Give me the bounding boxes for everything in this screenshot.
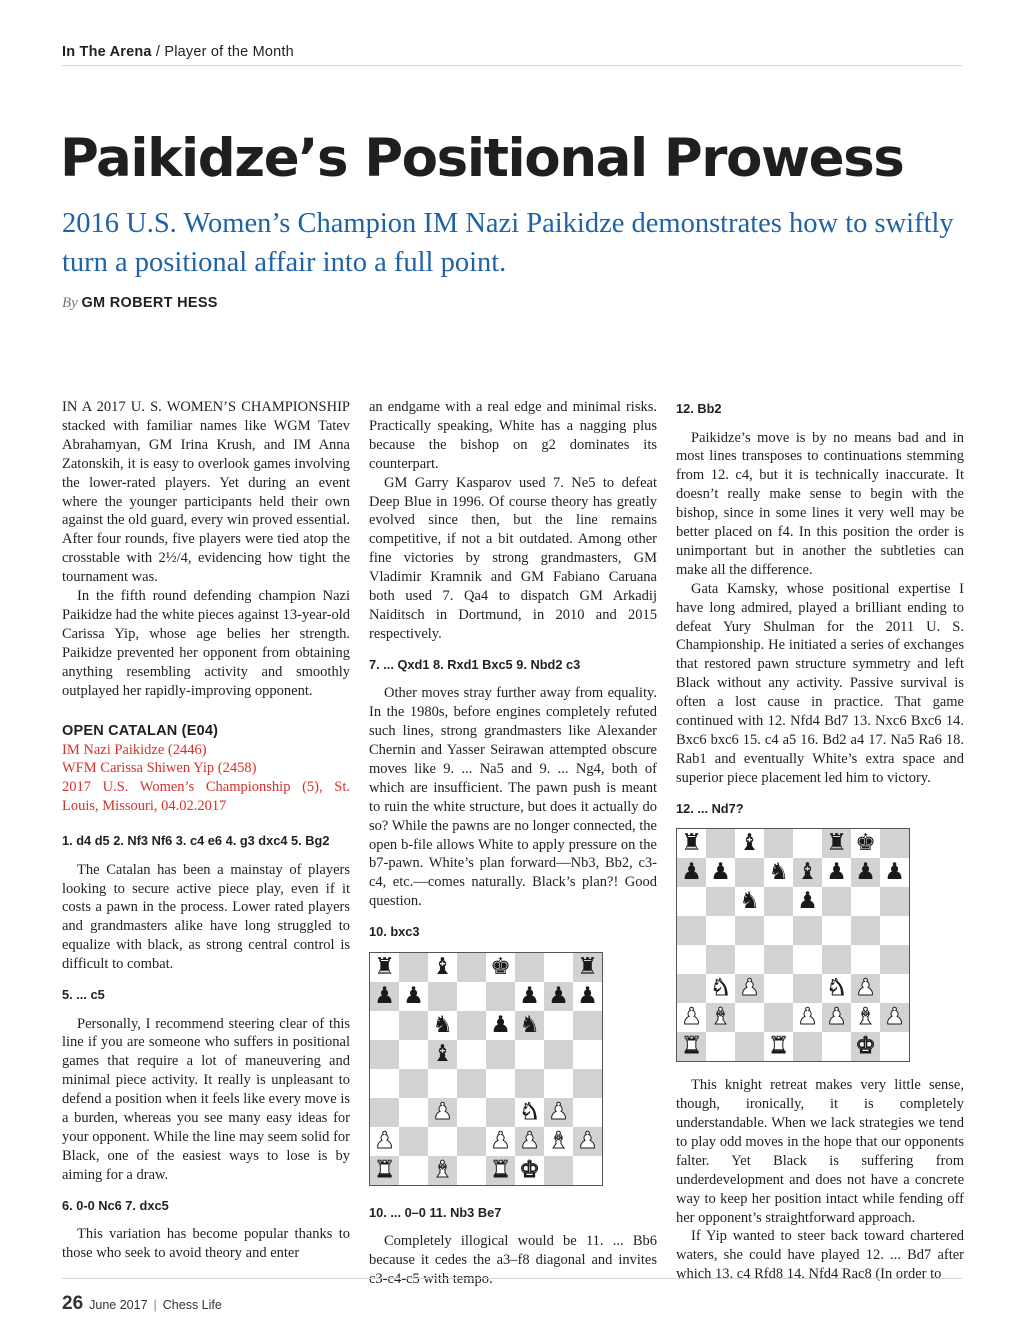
- board-square: [428, 1069, 457, 1098]
- chess-diagram-after-10-bxc3: [369, 952, 603, 1186]
- white-pawn-icon: ♟: [548, 1098, 569, 1125]
- board-square: [706, 1032, 735, 1061]
- board-square: [544, 1098, 573, 1127]
- board-square: [735, 974, 764, 1003]
- board-square: [399, 982, 428, 1011]
- board-square: [764, 887, 793, 916]
- white-bishop-icon: ♝: [432, 1156, 453, 1183]
- board-square: [851, 945, 880, 974]
- move-line: 1. d4 d5 2. Nf3 Nf6 3. c4 e6 4. g3 dxc4 5. Bg2: [62, 833, 330, 849]
- column-1: [62, 398, 350, 1263]
- board-square: [822, 829, 851, 858]
- white-pawn-icon: ♟: [374, 1127, 395, 1154]
- paragraph: If Yip wanted to steer back toward chartered waters, she could have played 12. ... Bd7 after which 13. c4 Rfd8 14. Nfd4 Rac8 (In order to: [676, 1228, 964, 1283]
- board-square: [370, 1127, 399, 1156]
- byline-author: GM ROBERT HESS: [81, 295, 218, 311]
- board-square: [706, 829, 735, 858]
- board-square: [486, 1098, 515, 1127]
- black-pawn-icon: ♟: [490, 1011, 511, 1038]
- board-square: [677, 887, 706, 916]
- white-pawn-icon: ♟: [490, 1127, 511, 1154]
- board-square: [486, 953, 515, 982]
- board-square: [457, 1127, 486, 1156]
- opening-heading: OPEN CATALAN (E04): [62, 722, 219, 739]
- board-square: [399, 1011, 428, 1040]
- black-knight-icon: ♞: [519, 1011, 540, 1038]
- board-square: [486, 1011, 515, 1040]
- board-square: [486, 1127, 515, 1156]
- board-square: [515, 1069, 544, 1098]
- move-line: 6. 0-0 Nc6 7. dxc5: [62, 1197, 169, 1213]
- board-square: [573, 982, 602, 1011]
- paragraph: Gata Kamsky, whose positional expertise I have long admired, played a brilliant ending to defeat Yury Shulman for the 2011 U. S. Championship. He initiated a series of exchanges that restored pawn structure symmetry and left Black without any activity. Passive survival is often a lost cause in practice. That game continued with 12. Nfd4 Bd7 13. Nxc6 Bxc6 14. Bxc6 bxc6 15. c4 a5 16. Bd2 a4 17. Na5 Ra6 18. Rab1 and eventually White’s extra space and superior piece placement led him to victory.: [676, 580, 964, 786]
- paragraph: GM Garry Kasparov used 7. Ne5 to defeat Deep Blue in 1996. Of course theory has greatly evolved since then, but the line remains competitive, if not a bit outdated. Among other fine victories by strong grandmasters, GM Vladimir Kramnik and GM Fabiano Caruana both used 7. Qa4 to dispatch GM Arkadij Naiditsch in Dortmund, in 2010 and 2015 respectively.: [369, 474, 657, 642]
- black-pawn-icon: ♟: [710, 859, 731, 886]
- board-square: [399, 1127, 428, 1156]
- board-square: [370, 1040, 399, 1069]
- board-square: [793, 916, 822, 945]
- black-knight-icon: ♞: [739, 888, 760, 915]
- board-square: [764, 1003, 793, 1032]
- board-square: [399, 1040, 428, 1069]
- byline-by: By: [62, 295, 78, 311]
- board-square: [735, 829, 764, 858]
- magazine-name: Chess Life: [162, 1298, 222, 1312]
- board-square: [764, 829, 793, 858]
- board-square: [515, 1098, 544, 1127]
- board-square: [677, 1003, 706, 1032]
- board-square: [399, 1098, 428, 1127]
- board-square: [486, 982, 515, 1011]
- board-square: [544, 953, 573, 982]
- board-square: [793, 1003, 822, 1032]
- event-info: 2017 U.S. Women’s Championship (5), St. Louis, Missouri, 04.02.2017: [62, 779, 350, 815]
- board-square: [515, 1156, 544, 1185]
- board-square: [370, 953, 399, 982]
- black-pawn-icon: ♟: [826, 859, 847, 886]
- board-square: [486, 1040, 515, 1069]
- black-pawn-icon: ♟: [577, 982, 598, 1009]
- paragraph: This variation has become popular thanks to those who seek to avoid theory and enter: [62, 1226, 350, 1262]
- black-bishop-icon: ♝: [432, 953, 453, 980]
- board-square: [457, 1098, 486, 1127]
- board-square: [793, 974, 822, 1003]
- black-bishop-icon: ♝: [739, 830, 760, 857]
- board-square: [706, 887, 735, 916]
- running-header: [62, 44, 962, 60]
- black-player: WFM Carissa Shiwen Yip (2458): [62, 760, 257, 777]
- white-rook-icon: ♜: [374, 1156, 395, 1183]
- column-2: [369, 398, 657, 1289]
- paragraph: Paikidze’s move is by no means bad and in most lines transposes to continuations stemming from 12. c4, but it is technically inaccurate. It doesn’t really make sense to begin with the bishop, since in some lines it very well may be better placed on f4. In this position the order is unimportant but in another the subtleties can make all the difference.: [676, 429, 964, 578]
- board-square: [515, 982, 544, 1011]
- move-line: 12. ... Nd7?: [676, 800, 744, 816]
- black-knight-icon: ♞: [432, 1011, 453, 1038]
- board-square: [399, 1156, 428, 1185]
- board-square: [457, 1156, 486, 1185]
- board-square: [764, 945, 793, 974]
- board-square: [822, 858, 851, 887]
- board-square: [428, 1156, 457, 1185]
- board-square: [573, 1040, 602, 1069]
- paragraph: The Catalan has been a mainstay of players looking to secure active piece play, even if it costs a pawn in the process. Lower rated players and grandmasters alike have long struggled to equalize with black, as strong central control is difficult to combat.: [62, 861, 350, 973]
- board-square: [764, 916, 793, 945]
- black-knight-icon: ♞: [768, 859, 789, 886]
- board-square: [677, 916, 706, 945]
- board-square: [544, 982, 573, 1011]
- board-square: [735, 887, 764, 916]
- board-square: [457, 1040, 486, 1069]
- board-square: [880, 829, 909, 858]
- board-square: [735, 1032, 764, 1061]
- board-square: [793, 858, 822, 887]
- subsection-name: Player of the Month: [164, 44, 294, 60]
- board-square: [706, 916, 735, 945]
- white-pawn-icon: ♟: [432, 1098, 453, 1125]
- board-square: [822, 945, 851, 974]
- board-square: [428, 982, 457, 1011]
- black-pawn-icon: ♟: [681, 859, 702, 886]
- white-pawn-icon: ♟: [884, 1004, 905, 1031]
- board-square: [735, 858, 764, 887]
- board-square: [706, 974, 735, 1003]
- paragraph: In the fifth round defending champion Nazi Paikidze had the white pieces against 13-year-old Carissa Yip, whose age belies her strength. Paikidze prevented her opponent from obtaining anything resembling activity and smoothly outplayed her rapidly-improving opponent.: [62, 588, 350, 699]
- white-king-icon: ♚: [519, 1156, 540, 1183]
- page-number: 26: [62, 1293, 84, 1314]
- board-square: [457, 953, 486, 982]
- move-line: 10. bxc3: [369, 924, 420, 940]
- black-rook-icon: ♜: [681, 830, 702, 857]
- footer-separator: |: [153, 1298, 157, 1312]
- board-square: [880, 916, 909, 945]
- board-square: [793, 887, 822, 916]
- move-line: 10. ... 0–0 11. Nb3 Be7: [369, 1204, 502, 1220]
- white-bishop-icon: ♝: [855, 1004, 876, 1031]
- board-square: [677, 858, 706, 887]
- board-square: [880, 945, 909, 974]
- board-square: [428, 1040, 457, 1069]
- white-knight-icon: ♞: [826, 975, 847, 1002]
- white-pawn-icon: ♟: [577, 1127, 598, 1154]
- black-rook-icon: ♜: [577, 953, 598, 980]
- board-square: [880, 858, 909, 887]
- board-square: [399, 1069, 428, 1098]
- board-square: [793, 945, 822, 974]
- black-pawn-icon: ♟: [374, 982, 395, 1009]
- board-square: [515, 953, 544, 982]
- board-square: [880, 1032, 909, 1061]
- board-square: [677, 829, 706, 858]
- board-square: [544, 1069, 573, 1098]
- paragraph: This knight retreat makes very little sense, though, ironically, it is completely understandable. When we lack strategies we tend to play odd moves in the hope that our opponents falter. Yet Black is suffering from underdevelopment and does not have a concrete way to keep her position intact while fending off her opponent’s straightforward approach.: [676, 1077, 964, 1226]
- white-pawn-icon: ♟: [519, 1127, 540, 1154]
- black-pawn-icon: ♟: [855, 859, 876, 886]
- paragraph: Other moves stray further away from equality. In the 1980s, before engines completely refuted such lines, strong grandmasters like Alexander Chernin and Yasser Seirawan attempted obscure moves like 9. ... Na5 and 9. ... Ng4, both of which are insufficient. The pawn push is meant to ruin the white structure, but does it actually do so? While the pawns are no longer connected, the open b-file allows White to apply pressure on the b7-pawn. White’s plan forward—Nb3, Bb2, c3-c4, etc.—comes naturally. Black’s plan?! Good question.: [369, 685, 657, 910]
- board-square: [822, 974, 851, 1003]
- board-square: [573, 1011, 602, 1040]
- white-king-icon: ♚: [855, 1033, 876, 1060]
- white-player: IM Nazi Paikidze (2446): [62, 741, 207, 758]
- board-square: [880, 1003, 909, 1032]
- board-square: [428, 953, 457, 982]
- column-3: [676, 398, 964, 1284]
- board-square: [370, 1069, 399, 1098]
- board-square: [677, 974, 706, 1003]
- paragraph: Personally, I recommend steering clear of this line if you are someone who suffers in positional games that require a lot of maneuvering and minimal piece activity. It really is unpleasant to defend a position when it feels like every move is a burden, whereas you see many easy ideas for your opponent. While the line may seem solid for Black, one of the easiest ways to lose is by aiming for a draw.: [62, 1015, 350, 1183]
- board-square: [880, 974, 909, 1003]
- board-square: [880, 887, 909, 916]
- board-square: [544, 1127, 573, 1156]
- white-rook-icon: ♜: [490, 1156, 511, 1183]
- board-square: [793, 829, 822, 858]
- board-square: [573, 1098, 602, 1127]
- board-square: [486, 1069, 515, 1098]
- board-square: [457, 1069, 486, 1098]
- board-square: [370, 1011, 399, 1040]
- black-pawn-icon: ♟: [548, 982, 569, 1009]
- paragraph: IN A 2017 U. S. WOMEN’S CHAMPIONSHIP stacked with familiar names like WGM Tatev Abrahamyan, GM Irina Krush, and IM Anna Zatonskih, it is easy to overlook games involving the lower-rated players. Yet during an event where the younger participants held their own against the old guard, every win proved essential. After four rounds, five players were tied atop the crosstable with 2½/4, evidencing how tight the tournament was.: [62, 399, 350, 586]
- board-square: [515, 1040, 544, 1069]
- board-square: [370, 1156, 399, 1185]
- black-rook-icon: ♜: [826, 830, 847, 857]
- board-square: [573, 953, 602, 982]
- board-square: [573, 1069, 602, 1098]
- board-square: [851, 887, 880, 916]
- move-line: 5. ... c5: [62, 987, 105, 1003]
- board-square: [735, 945, 764, 974]
- board-square: [764, 858, 793, 887]
- white-knight-icon: ♞: [519, 1098, 540, 1125]
- black-rook-icon: ♜: [374, 953, 395, 980]
- board-square: [764, 974, 793, 1003]
- white-pawn-icon: ♟: [681, 1004, 702, 1031]
- header-rule: [62, 65, 962, 66]
- black-bishop-icon: ♝: [797, 859, 818, 886]
- board-square: [706, 1003, 735, 1032]
- board-square: [428, 1011, 457, 1040]
- board-square: [764, 1032, 793, 1061]
- paragraph: Completely illogical would be 11. ... Bb6 because it cedes the a3–f8 diagonal and invites c3-c4-c5 with tempo.: [369, 1233, 657, 1287]
- board-square: [428, 1127, 457, 1156]
- board-square: [677, 1032, 706, 1061]
- board-square: [851, 916, 880, 945]
- white-rook-icon: ♜: [681, 1033, 702, 1060]
- board-square: [706, 858, 735, 887]
- chess-diagram-after-12-nd7: [676, 828, 910, 1062]
- board-square: [544, 1040, 573, 1069]
- board-square: [851, 974, 880, 1003]
- move-line: 12. Bb2: [676, 401, 722, 416]
- board-square: [457, 1011, 486, 1040]
- white-bishop-icon: ♝: [548, 1127, 569, 1154]
- board-square: [544, 1011, 573, 1040]
- board-square: [677, 945, 706, 974]
- board-square: [735, 1003, 764, 1032]
- board-square: [822, 916, 851, 945]
- board-square: [822, 1003, 851, 1032]
- black-pawn-icon: ♟: [519, 982, 540, 1009]
- black-pawn-icon: ♟: [884, 859, 905, 886]
- white-bishop-icon: ♝: [710, 1004, 731, 1031]
- board-square: [822, 1032, 851, 1061]
- header-separator: /: [151, 44, 165, 60]
- byline: [62, 295, 218, 312]
- black-king-icon: ♚: [855, 830, 876, 857]
- move-line: 7. ... Qxd1 8. Rxd1 Bxc5 9. Nbd2 c3: [369, 656, 581, 672]
- black-pawn-icon: ♟: [797, 888, 818, 915]
- board-square: [706, 945, 735, 974]
- white-pawn-icon: ♟: [826, 1004, 847, 1031]
- board-square: [793, 1032, 822, 1061]
- black-king-icon: ♚: [490, 953, 511, 980]
- black-pawn-icon: ♟: [403, 982, 424, 1009]
- board-square: [370, 982, 399, 1011]
- board-square: [515, 1127, 544, 1156]
- board-square: [486, 1156, 515, 1185]
- footer-rule: [62, 1278, 962, 1279]
- board-square: [457, 982, 486, 1011]
- board-square: [399, 953, 428, 982]
- paragraph: an endgame with a real edge and minimal risks. Practically speaking, White has a nagging plus because the bishop on g2 dominates its counterpart.: [369, 399, 657, 472]
- article-subtitle: 2016 U.S. Women’s Champion IM Nazi Paikidze demonstrates how to swiftly turn a positional affair into a full point.: [62, 208, 954, 278]
- black-bishop-icon: ♝: [432, 1040, 453, 1067]
- board-square: [573, 1156, 602, 1185]
- board-square: [735, 916, 764, 945]
- board-square: [851, 1032, 880, 1061]
- white-pawn-icon: ♟: [797, 1004, 818, 1031]
- white-knight-icon: ♞: [710, 975, 731, 1002]
- article-title: Paikidze’s Positional Prowess: [60, 128, 904, 189]
- board-square: [851, 1003, 880, 1032]
- white-pawn-icon: ♟: [855, 975, 876, 1002]
- board-square: [428, 1098, 457, 1127]
- board-square: [544, 1156, 573, 1185]
- section-name: In The Arena: [62, 44, 152, 60]
- page-footer: [62, 1293, 222, 1315]
- white-rook-icon: ♜: [768, 1033, 789, 1060]
- white-pawn-icon: ♟: [739, 975, 760, 1002]
- board-square: [515, 1011, 544, 1040]
- board-square: [851, 829, 880, 858]
- board-square: [822, 887, 851, 916]
- board-square: [851, 858, 880, 887]
- board-square: [573, 1127, 602, 1156]
- board-square: [370, 1098, 399, 1127]
- issue-date: June 2017: [89, 1298, 148, 1312]
